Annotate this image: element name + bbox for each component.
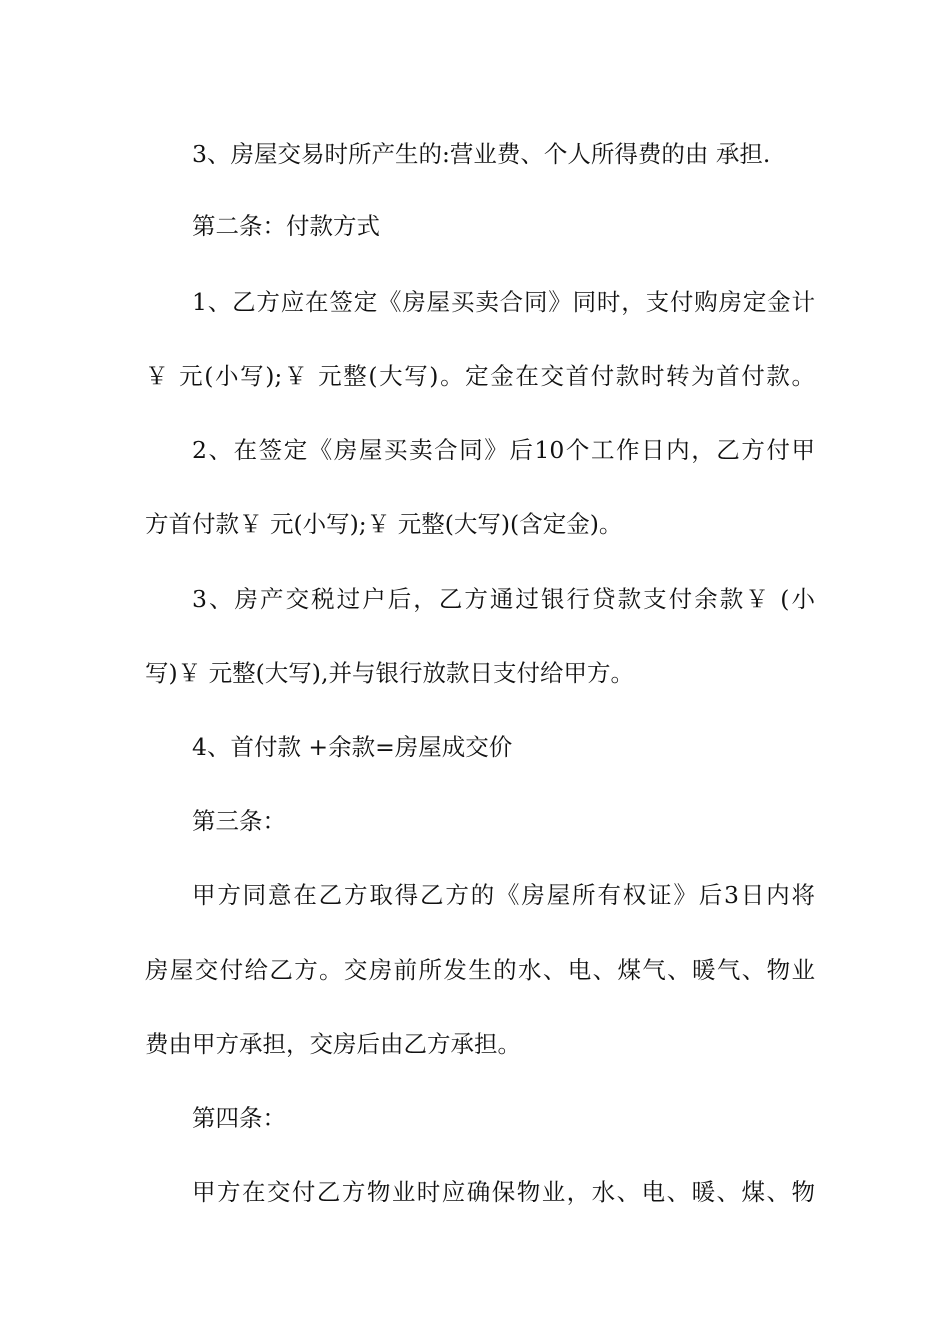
paragraph-line: 2、在签定《房屋买卖合同》后10个工作日内，乙方付甲 — [192, 436, 815, 464]
paragraph-line: 3、房屋交易时所产生的:营业费、个人所得费的由 承担. — [192, 140, 771, 168]
paragraph-line: 费由甲方承担，交房后由乙方承担。 — [145, 1030, 521, 1058]
paragraph-line: 1、乙方应在签定《房屋买卖合同》同时，支付购房定金计 — [192, 288, 815, 316]
paragraph-line: ￥ 元(小写);￥ 元整(大写)。定金在交首付款时转为首付款。 — [145, 362, 815, 390]
paragraph-line: 写)￥ 元整(大写),并与银行放款日支付给甲方。 — [145, 659, 634, 687]
paragraph-line: 4、首付款 +余款=房屋成交价 — [192, 733, 513, 761]
paragraph-line: 方首付款￥ 元(小写);￥ 元整(大写)(含定金)。 — [145, 510, 623, 538]
section-heading: 第二条：付款方式 — [192, 212, 380, 240]
paragraph-line: 3、房产交税过户后，乙方通过银行贷款支付余款￥ (小 — [192, 585, 815, 613]
section-heading: 第三条： — [192, 807, 286, 835]
section-heading: 第四条： — [192, 1104, 286, 1132]
paragraph-line: 房屋交付给乙方。交房前所发生的水、电、煤气、暖气、物业 — [145, 956, 815, 984]
paragraph-line: 甲方同意在乙方取得乙方的《房屋所有权证》后3日内将 — [192, 881, 815, 909]
paragraph-line: 甲方在交付乙方物业时应确保物业，水、电、暖、煤、物 — [192, 1178, 815, 1206]
